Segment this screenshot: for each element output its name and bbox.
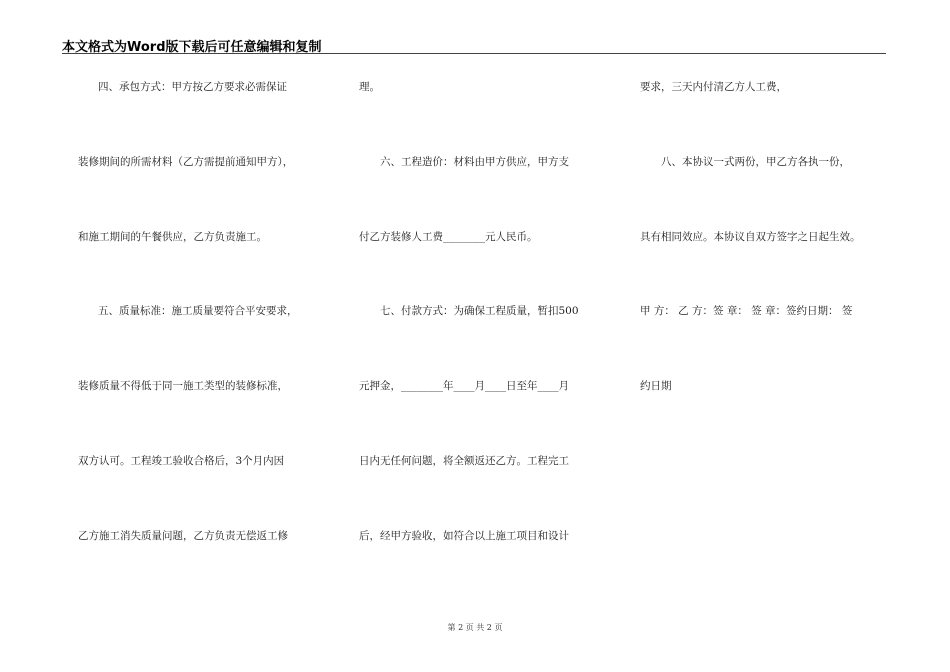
column-3-line-4: 甲 方： 乙 方：签 章： 签 章：签约日期： 签: [640, 305, 853, 317]
column-1-line-2: 装修期间的所需材料（乙方需提前通知甲方），: [78, 156, 294, 168]
column-1-line-7: 乙方施工消失质量问题，乙方负责无偿返工修: [78, 530, 288, 542]
column-1-line-4: 五、质量标准：施工质量要符合平安要求，: [98, 305, 298, 317]
column-2-line-1: 理。: [359, 81, 380, 93]
column-3-line-1: 要求，三天内付清乙方人工费，: [640, 81, 787, 93]
page-number-footer: 第 2 页 共 2 页: [447, 623, 503, 632]
column-2-line-2: 六、工程造价：材料由甲方供应，甲方支: [380, 156, 569, 168]
column-1-line-1: 四、承包方式：甲方按乙方要求必需保证: [98, 81, 287, 93]
header-divider: [62, 53, 886, 54]
column-3-line-5: 约日期: [640, 380, 672, 392]
column-1-line-6: 双方认可。工程竣工验收合格后，3个月内因: [78, 455, 285, 467]
column-1-line-3: 和施工期间的午餐供应，乙方负责施工。: [78, 231, 267, 243]
column-2-line-5: 元押金，________年____月____日至年____月: [359, 380, 569, 392]
column-3-line-2: 八、本协议一式两份，甲乙方各执一份，: [661, 156, 850, 168]
column-2-line-3: 付乙方装修人工费________元人民币。: [359, 231, 538, 243]
column-1-line-5: 装修质量不得低于同一施工类型的装修标准，: [78, 380, 288, 392]
column-3-line-3: 具有相同效应。本协议自双方签字之日起生效。: [640, 231, 861, 243]
column-2-line-4: 七、付款方式：为确保工程质量，暂扣500: [380, 305, 579, 317]
document-header-title: 本文格式为Word版下载后可任意编辑和复制: [62, 40, 322, 55]
column-2-line-7: 后，经甲方验收，如符合以上施工项目和设计: [359, 530, 569, 542]
column-2-line-6: 日内无任何问题，将全额返还乙方。工程完工: [359, 455, 569, 467]
